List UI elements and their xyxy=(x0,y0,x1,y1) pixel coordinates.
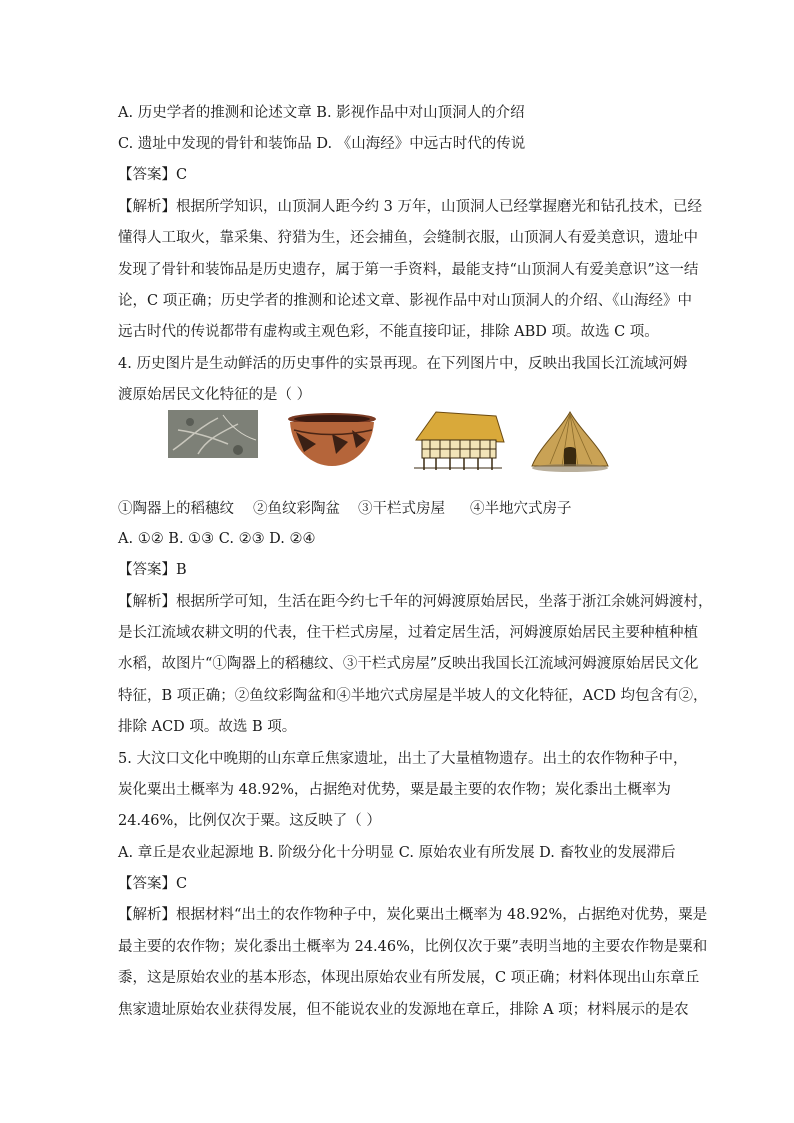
image-captions xyxy=(118,497,678,517)
semi-subterranean-house-image xyxy=(530,410,610,474)
analysis-line: 焦家遗址原始农业获得发展，但不能说农业的发源地在章丘，排除 A 项；材料展示的是农 xyxy=(118,1002,689,1018)
question-images xyxy=(168,410,628,475)
answer-line: 【答案】C xyxy=(118,876,188,892)
question-line: 24.46%，比例仅次于粟。这反映了（ ） xyxy=(118,813,381,829)
image-caption: ②鱼纹彩陶盆 xyxy=(253,501,340,517)
analysis-line: 远古时代的传说都带有虚构或主观色彩，不能直接印证，排除 ABD 项。故选 C 项。 xyxy=(118,324,659,340)
image-caption: ③干栏式房屋 xyxy=(358,501,445,517)
analysis-line: 发现了骨针和装饰品是历史遗存，属于第一手资料，最能支持“山顶洞人有爱美意识”这一结 xyxy=(118,262,699,278)
analysis-line: 懂得人工取火，靠采集、狩猎为生，还会捕鱼，会缝制衣服，山顶洞人有爱美意识，遗址中 xyxy=(118,230,698,246)
analysis-line: 黍，这是原始农业的基本形态，体现出原始农业有所发展，C 项正确；材料体现出山东章丘 xyxy=(118,970,700,986)
rice-pattern-pottery-image xyxy=(168,410,258,458)
question-line: 炭化粟出土概率为 48.92%，占据绝对优势，粟是最主要的农作物；炭化黍出土概率为 xyxy=(118,782,671,798)
question-line: 渡原始居民文化特征的是（ ） xyxy=(118,387,312,403)
analysis-line: 水稻，故图片“①陶器上的稻穗纹、③干栏式房屋”反映出我国长江流域河姆渡原始居民文化 xyxy=(118,656,699,672)
stilt-house-image xyxy=(406,410,506,472)
question-line: 5. 大汶口文化中晚期的山东章丘焦家遗址，出土了大量植物遗存。出土的农作物种子中， xyxy=(118,751,688,767)
analysis-line: 【解析】根据所学可知，生活在距今约七千年的河姆渡原始居民，坐落于浙江余姚河姆渡村， xyxy=(118,594,713,610)
analysis-line: 特征，B 项正确；②鱼纹彩陶盆和④半地穴式房屋是半坡人的文化特征，ACD 均包含有②， xyxy=(118,688,708,704)
analysis-line: 论，C 项正确；历史学者的推测和论述文章、影视作品中对山顶洞人的介绍、《山海经》中 xyxy=(118,293,692,309)
option-line: C. 遗址中发现的骨针和装饰品 D. 《山海经》中远古时代的传说 xyxy=(118,136,526,152)
image-caption: ①陶器上的稻穗纹 xyxy=(118,501,234,517)
option-line: A. ①② B. ①③ C. ②③ D. ②④ xyxy=(118,531,316,547)
analysis-line: 是长江流域农耕文明的代表，住干栏式房屋，过着定居生活，河姆渡原始居民主要种植种植 xyxy=(118,625,698,641)
analysis-line: 最主要的农作物；炭化黍出土概率为 24.46%，比例仅次于粟”表明当地的主要农作物是粟和 xyxy=(118,939,708,955)
analysis-line: 【解析】根据所学知识，山顶洞人距今约 3 万年，山顶洞人已经掌握磨光和钻孔技术，已经 xyxy=(118,199,702,215)
option-line: A. 章丘是农业起源地 B. 阶级分化十分明显 C. 原始农业有所发展 D. 畜牧业的发展滞后 xyxy=(118,845,676,861)
analysis-line: 【解析】根据材料“出土的农作物种子中，炭化粟出土概率为 48.92%，占据绝对优势，粟是 xyxy=(118,907,708,923)
analysis-line: 排除 ACD 项。故选 B 项。 xyxy=(118,719,297,735)
question-line: 4. 历史图片是生动鲜活的历史事件的实景再现。在下列图片中，反映出我国长江流域河姆 xyxy=(118,356,688,372)
answer-line: 【答案】B xyxy=(118,562,187,578)
option-line: A. 历史学者的推测和论述文章 B. 影视作品中对山顶洞人的介绍 xyxy=(118,105,525,121)
answer-line: 【答案】C xyxy=(118,167,188,183)
fish-pattern-basin-image xyxy=(286,410,378,468)
image-caption: ④半地穴式房子 xyxy=(470,501,572,517)
